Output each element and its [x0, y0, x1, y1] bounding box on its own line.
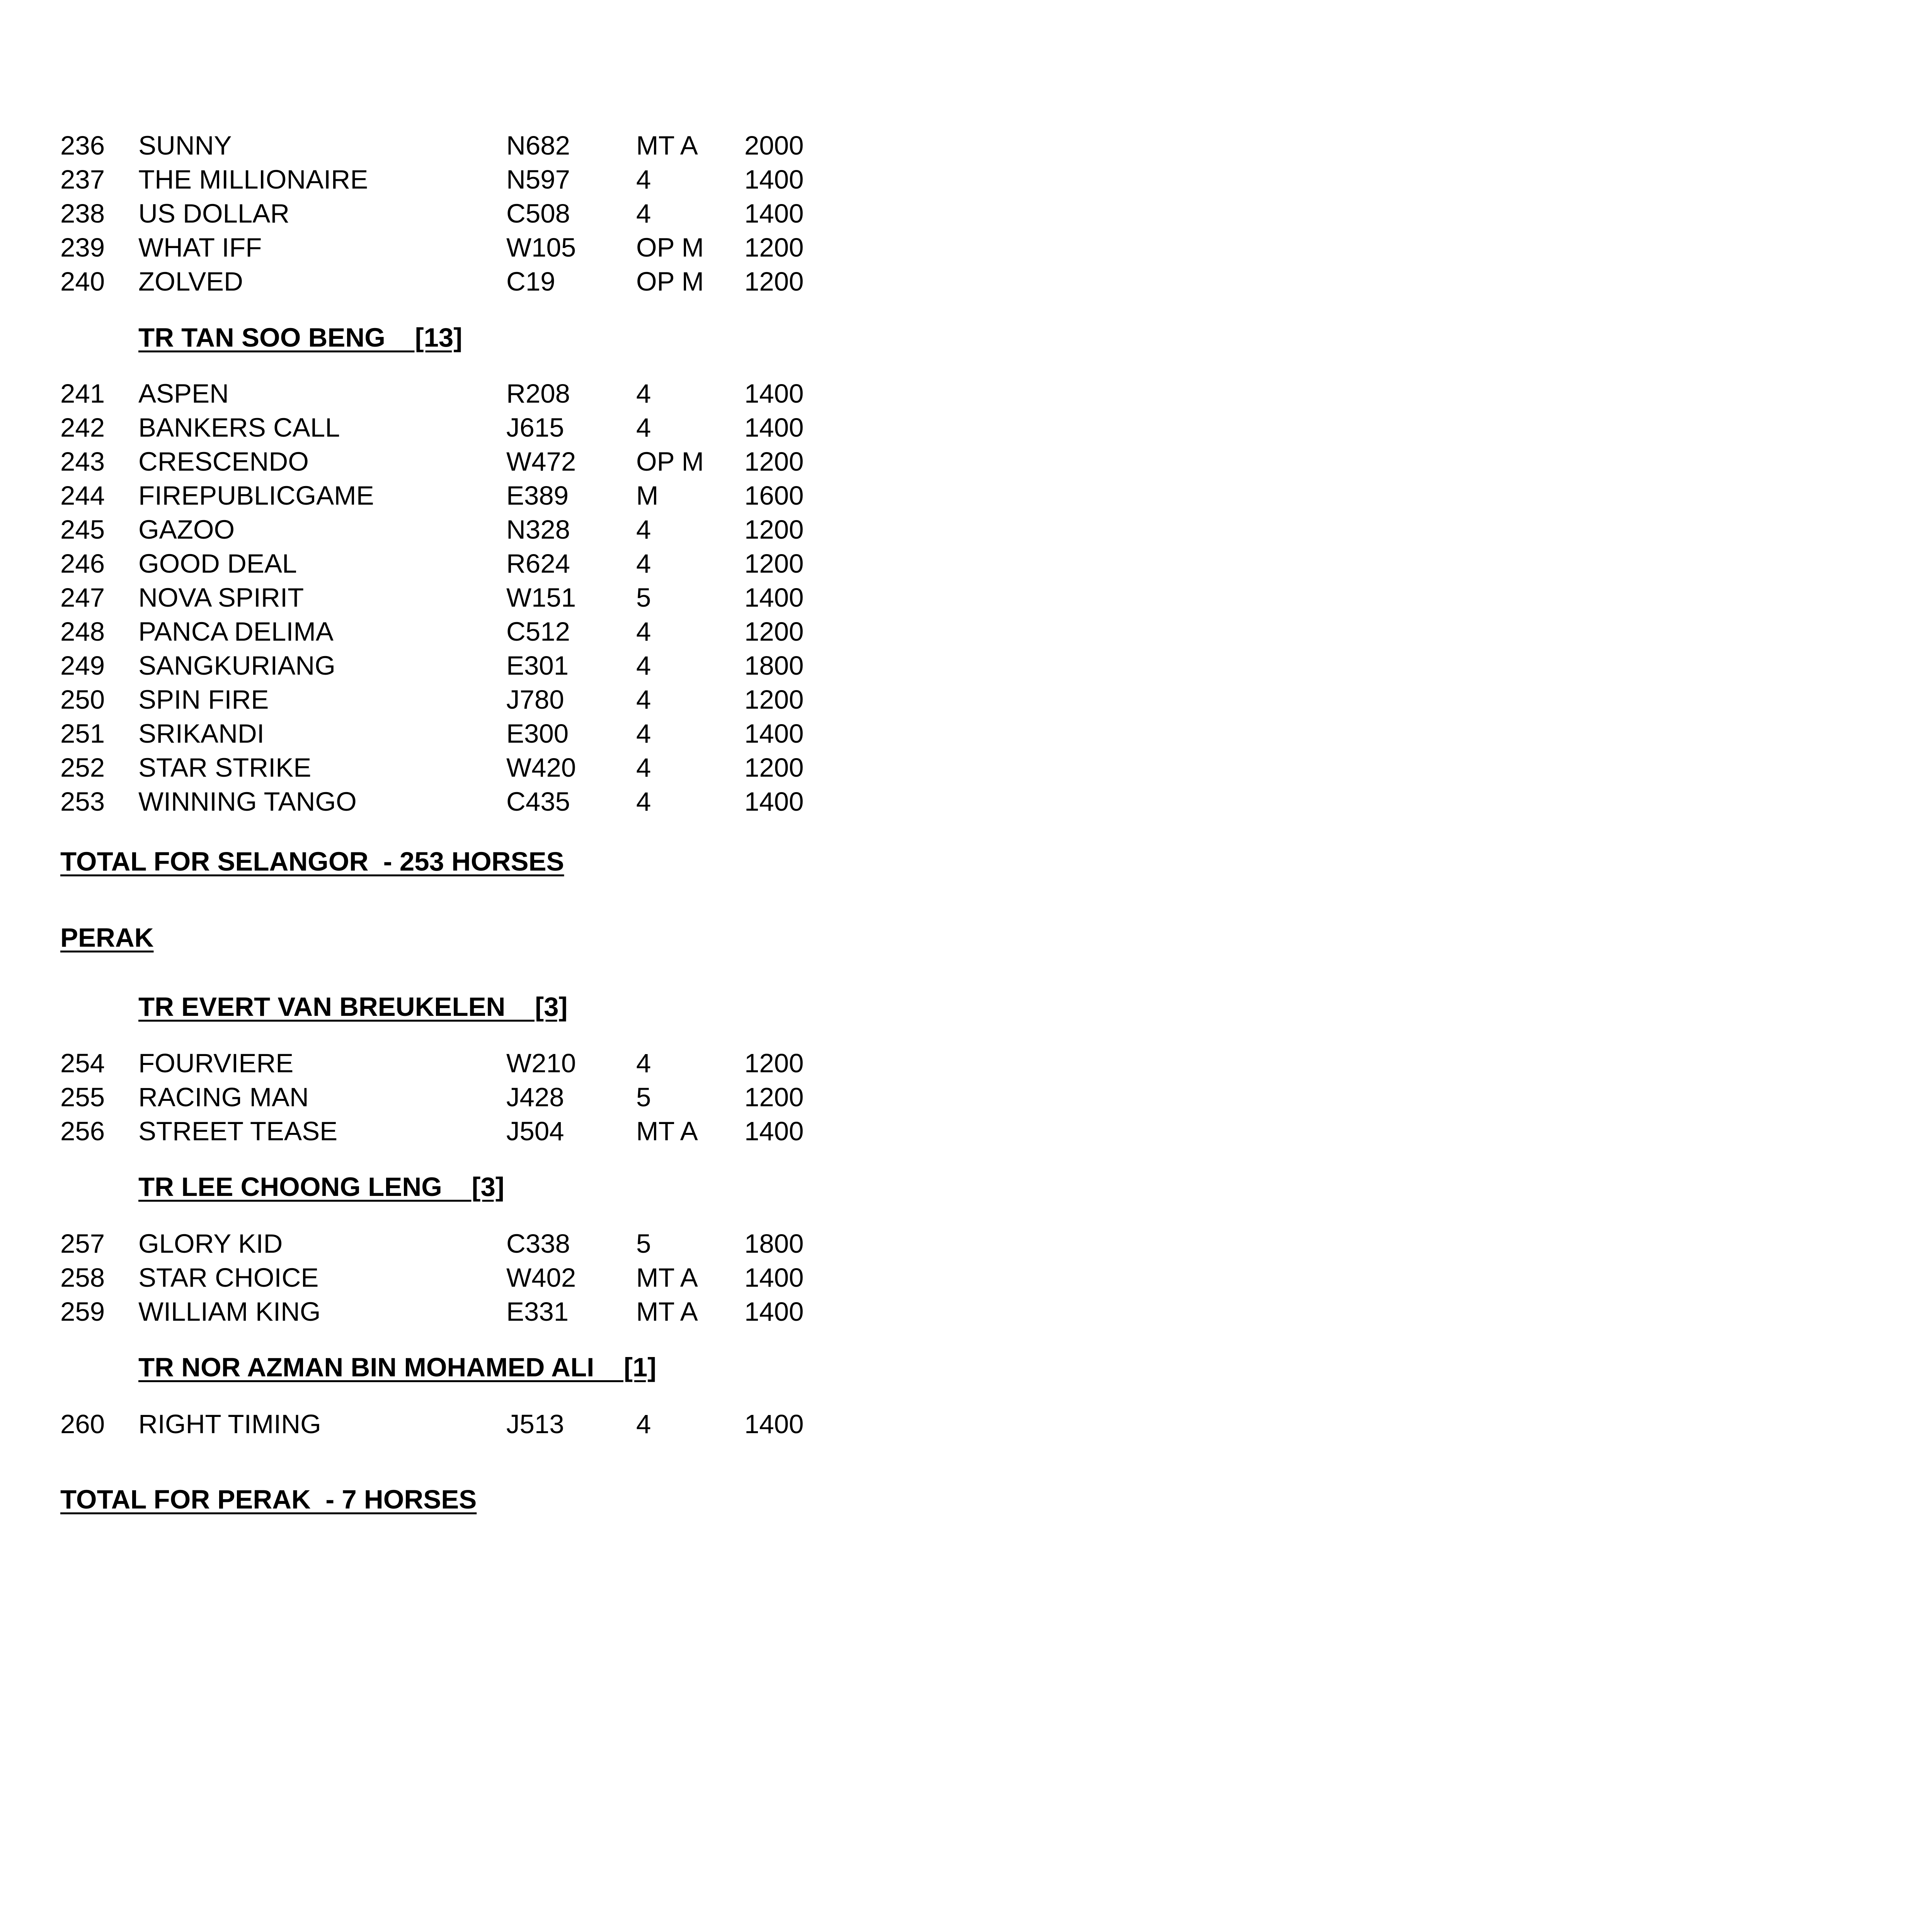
entry-row — [0, 411, 928, 445]
entry-number: 248 — [60, 617, 105, 646]
horse-code: N597 — [506, 165, 570, 194]
entry-number: 237 — [60, 165, 105, 194]
entry-row — [0, 197, 928, 231]
horse-code: C338 — [506, 1229, 570, 1259]
race-distance: 1200 — [744, 1082, 804, 1112]
horse-code: J780 — [506, 685, 564, 714]
horse-code: R208 — [506, 379, 570, 408]
horse-code: J504 — [506, 1116, 564, 1146]
entry-number: 242 — [60, 413, 105, 442]
race-distance: 1200 — [744, 617, 804, 646]
entry-number: 260 — [60, 1409, 105, 1439]
race-distance: 1400 — [744, 413, 804, 442]
race-class: OP M — [636, 267, 704, 296]
race-class: 4 — [636, 379, 651, 408]
entry-row — [0, 479, 928, 513]
race-distance: 1800 — [744, 651, 804, 680]
race-class: 4 — [636, 787, 651, 816]
section-heading: PERAK — [60, 923, 154, 952]
entry-number: 257 — [60, 1229, 105, 1259]
horse-code: E301 — [506, 651, 569, 680]
race-class: 4 — [636, 1048, 651, 1078]
horse-name: GOOD DEAL — [138, 549, 297, 578]
race-distance: 1200 — [744, 549, 804, 578]
race-distance: 2000 — [744, 131, 804, 160]
horse-name: WHAT IFF — [138, 233, 262, 262]
race-distance: 1200 — [744, 1048, 804, 1078]
entry-number: 247 — [60, 583, 105, 612]
race-distance: 1200 — [744, 267, 804, 296]
entry-row — [0, 1080, 928, 1114]
race-distance: 1400 — [744, 165, 804, 194]
horse-name: BANKERS CALL — [138, 413, 340, 442]
race-class: 4 — [636, 651, 651, 680]
race-class: 4 — [636, 753, 651, 782]
trainer-heading: TR EVERT VAN BREUKELEN [3] — [138, 992, 568, 1022]
race-distance: 1200 — [744, 233, 804, 262]
entry-number: 256 — [60, 1116, 105, 1146]
entry-row — [0, 751, 928, 785]
entry-row — [0, 513, 928, 547]
entry-row — [0, 231, 928, 265]
horse-code: E331 — [506, 1297, 569, 1327]
entry-number: 251 — [60, 719, 105, 748]
horse-name: STREET TEASE — [138, 1116, 338, 1146]
horse-name: US DOLLAR — [138, 199, 290, 228]
entry-row — [0, 1046, 928, 1080]
horse-name: RIGHT TIMING — [138, 1409, 321, 1439]
race-distance: 1400 — [744, 1297, 804, 1327]
horse-name: SPIN FIRE — [138, 685, 269, 714]
race-class: 5 — [636, 1229, 651, 1259]
race-distance: 1200 — [744, 753, 804, 782]
entry-row — [0, 649, 928, 683]
horse-name: SUNNY — [138, 131, 232, 160]
horse-name: WINNING TANGO — [138, 787, 357, 816]
horse-code: W105 — [506, 233, 576, 262]
race-distance: 1400 — [744, 1263, 804, 1293]
entry-number: 236 — [60, 131, 105, 160]
trainer-heading: TR LEE CHOONG LENG [3] — [138, 1172, 504, 1202]
race-class: 5 — [636, 583, 651, 612]
horse-code: N682 — [506, 131, 570, 160]
horse-code: J615 — [506, 413, 564, 442]
horse-name: ZOLVED — [138, 267, 243, 296]
race-distance: 1400 — [744, 583, 804, 612]
entry-row — [0, 1261, 928, 1295]
race-class: 4 — [636, 685, 651, 714]
race-class: MT A — [636, 1116, 698, 1146]
race-distance: 1400 — [744, 199, 804, 228]
entry-row — [0, 1295, 928, 1329]
race-class: 4 — [636, 719, 651, 748]
entry-row — [0, 445, 928, 479]
entry-row — [0, 547, 928, 581]
horse-code: E300 — [506, 719, 569, 748]
race-class: MT A — [636, 131, 698, 160]
horse-name: WILLIAM KING — [138, 1297, 321, 1327]
horse-code: C19 — [506, 267, 555, 296]
trainer-heading: TR NOR AZMAN BIN MOHAMED ALI [1] — [138, 1352, 657, 1382]
race-class: 4 — [636, 617, 651, 646]
horse-code: W210 — [506, 1048, 576, 1078]
entry-number: 241 — [60, 379, 105, 408]
horse-code: W420 — [506, 753, 576, 782]
entry-row — [0, 615, 928, 649]
race-class: 5 — [636, 1082, 651, 1112]
entry-number: 252 — [60, 753, 105, 782]
race-distance: 1600 — [744, 481, 804, 510]
entry-row — [0, 129, 928, 163]
horse-code: C435 — [506, 787, 570, 816]
race-class: OP M — [636, 233, 704, 262]
horse-code: W472 — [506, 447, 576, 476]
horse-name: SANGKURIANG — [138, 651, 335, 680]
entry-number: 255 — [60, 1082, 105, 1112]
entry-number: 239 — [60, 233, 105, 262]
entry-row — [0, 785, 928, 819]
entry-row — [0, 683, 928, 717]
entry-number: 258 — [60, 1263, 105, 1293]
race-distance: 1200 — [744, 685, 804, 714]
race-class: 4 — [636, 549, 651, 578]
race-class: MT A — [636, 1263, 698, 1293]
race-distance: 1200 — [744, 447, 804, 476]
entry-row — [0, 581, 928, 615]
entry-number: 246 — [60, 549, 105, 578]
horse-name: NOVA SPIRIT — [138, 583, 304, 612]
horse-name: SRIKANDI — [138, 719, 264, 748]
horse-name: STAR CHOICE — [138, 1263, 319, 1293]
entry-number: 249 — [60, 651, 105, 680]
trainer-heading: TR TAN SOO BENG [13] — [138, 323, 463, 352]
entry-number: 245 — [60, 515, 105, 544]
entry-number: 238 — [60, 199, 105, 228]
race-distance: 1400 — [744, 787, 804, 816]
race-class: MT A — [636, 1297, 698, 1327]
horse-code: C512 — [506, 617, 570, 646]
entry-row — [0, 1114, 928, 1148]
race-distance: 1800 — [744, 1229, 804, 1259]
race-distance: 1200 — [744, 515, 804, 544]
horse-name: STAR STRIKE — [138, 753, 312, 782]
entry-number: 259 — [60, 1297, 105, 1327]
entry-number: 240 — [60, 267, 105, 296]
entry-number: 244 — [60, 481, 105, 510]
race-class: 4 — [636, 199, 651, 228]
race-distance: 1400 — [744, 1409, 804, 1439]
horse-name: FOURVIERE — [138, 1048, 294, 1078]
entry-row — [0, 377, 928, 411]
horse-name: CRESCENDO — [138, 447, 309, 476]
race-class: M — [636, 481, 659, 510]
horse-name: RACING MAN — [138, 1082, 309, 1112]
horse-code: W402 — [506, 1263, 576, 1293]
section-heading: TOTAL FOR SELANGOR - 253 HORSES — [60, 847, 564, 876]
race-distance: 1400 — [744, 1116, 804, 1146]
horse-code: W151 — [506, 583, 576, 612]
horse-code: J428 — [506, 1082, 564, 1112]
race-distance: 1400 — [744, 719, 804, 748]
entry-row — [0, 1227, 928, 1261]
entry-row — [0, 1407, 928, 1441]
horse-name: GLORY KID — [138, 1229, 283, 1259]
race-class: 4 — [636, 413, 651, 442]
entry-number: 253 — [60, 787, 105, 816]
race-class: 4 — [636, 165, 651, 194]
entry-row — [0, 717, 928, 751]
entry-number: 254 — [60, 1048, 105, 1078]
horse-code: C508 — [506, 199, 570, 228]
entry-row — [0, 265, 928, 299]
horse-name: THE MILLIONAIRE — [138, 165, 368, 194]
race-distance: 1400 — [744, 379, 804, 408]
horse-code: R624 — [506, 549, 570, 578]
horse-name: GAZOO — [138, 515, 235, 544]
horse-name: FIREPUBLICGAME — [138, 481, 374, 510]
horse-name: ASPEN — [138, 379, 229, 408]
horse-code: E389 — [506, 481, 569, 510]
horse-code: N328 — [506, 515, 570, 544]
entry-number: 250 — [60, 685, 105, 714]
horse-name: PANCA DELIMA — [138, 617, 334, 646]
section-heading: TOTAL FOR PERAK - 7 HORSES — [60, 1485, 477, 1514]
entry-number: 243 — [60, 447, 105, 476]
race-class: 4 — [636, 1409, 651, 1439]
horse-code: J513 — [506, 1409, 564, 1439]
race-class: OP M — [636, 447, 704, 476]
entry-row — [0, 163, 928, 197]
race-class: 4 — [636, 515, 651, 544]
